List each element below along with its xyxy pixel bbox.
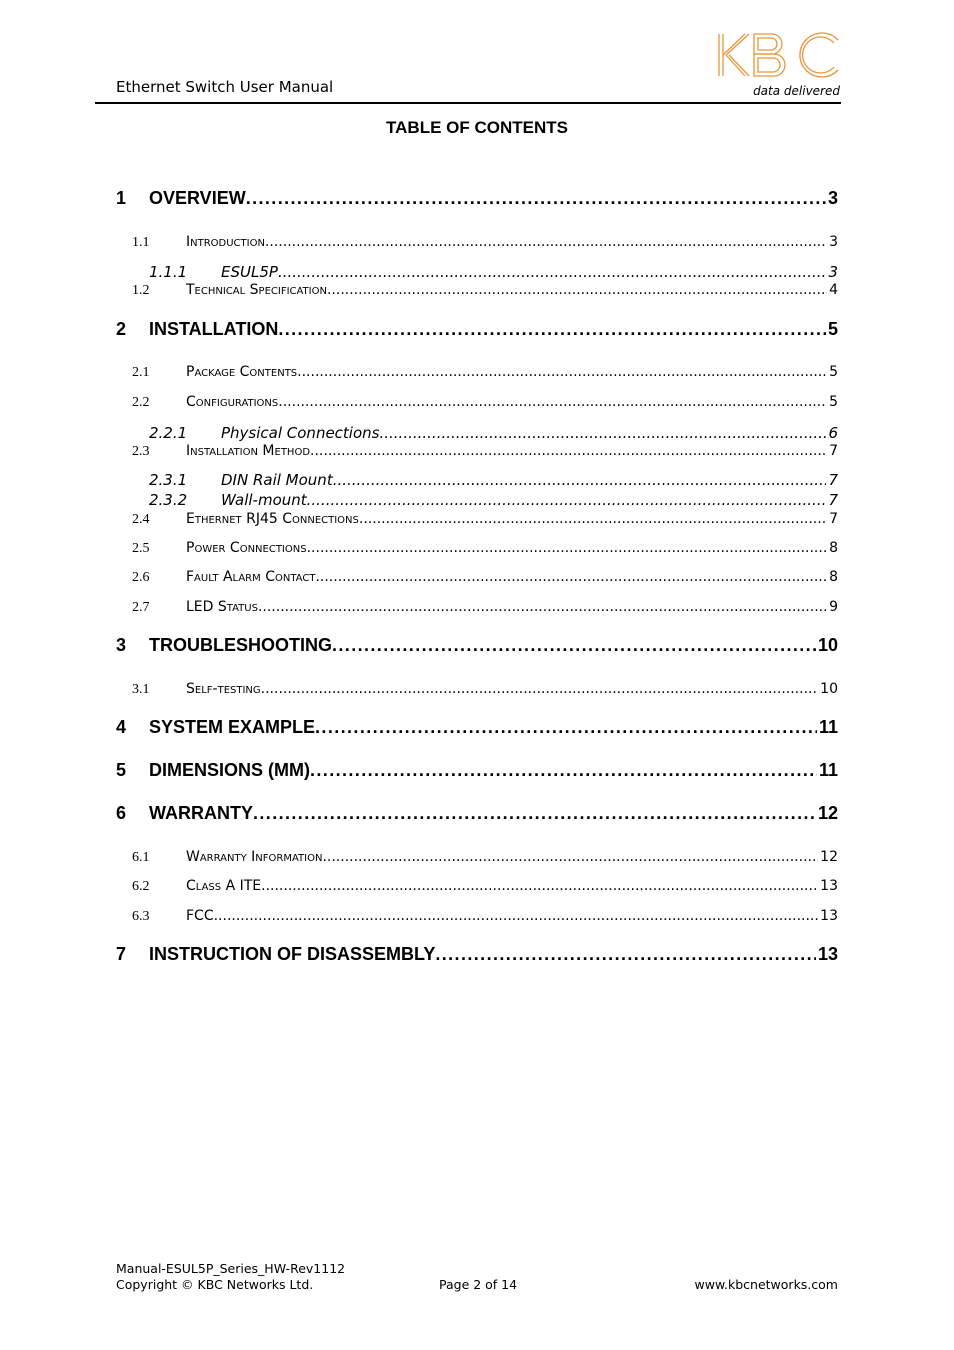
toc-entry-page: 12: [820, 849, 838, 865]
toc-entry[interactable]: [132, 908, 838, 925]
toc-entry[interactable]: [149, 491, 838, 509]
toc-entry-title: Power Connections: [186, 540, 307, 556]
toc-entry-page: 5: [827, 319, 838, 339]
toc-entry-title: ESUL5P: [221, 263, 278, 281]
document-title: Ethernet Switch User Manual: [116, 78, 334, 96]
toc-leader-dots: [327, 282, 827, 298]
toc-entry[interactable]: [132, 511, 838, 528]
toc-leader-dots: [379, 424, 826, 442]
footer-doc-id: Manual-ESUL5P_Series_HW-Rev1112: [116, 1261, 346, 1276]
logo-tagline: data delivered: [753, 84, 840, 98]
toc-entry-number: 1: [116, 188, 127, 208]
toc-entry-number: 4: [116, 717, 127, 737]
toc-entry-number: 2.3: [132, 444, 150, 459]
toc-entry-number: 2.4: [132, 512, 150, 527]
toc-entry-number: 1.1: [132, 235, 150, 250]
toc-entry-number: 1.1.1: [149, 263, 188, 281]
toc-entry[interactable]: [116, 188, 838, 209]
toc-entry-page: 7: [828, 471, 838, 489]
toc-entry-page: 9: [829, 599, 838, 615]
toc-leader-dots: [261, 681, 819, 697]
toc-entry[interactable]: [149, 263, 838, 281]
toc-entry-title: TROUBLESHOOTING: [149, 635, 332, 655]
toc-entry[interactable]: [132, 282, 838, 299]
toc-leader-dots: [261, 878, 818, 894]
toc-entry-number: 2.3.1: [149, 471, 188, 489]
toc-entry-page: 11: [818, 760, 838, 780]
toc-leader-dots: [333, 471, 827, 489]
toc-leader-dots: [307, 540, 827, 556]
toc-entry[interactable]: [116, 760, 838, 781]
toc-leader-dots: [359, 511, 827, 527]
toc-entry[interactable]: [116, 635, 838, 656]
toc-entry-title: Fault Alarm Contact: [186, 569, 316, 585]
toc-entry[interactable]: [149, 471, 838, 489]
toc-leader-dots: [278, 263, 827, 281]
toc-entry-page: 3: [827, 188, 838, 208]
toc-entry[interactable]: [132, 569, 838, 586]
toc-entry-title: Physical Connections: [221, 424, 380, 442]
footer-copyright: Copyright © KBC Networks Ltd.: [116, 1277, 314, 1292]
toc-entry-title: Class A ITE: [186, 878, 262, 894]
toc-entry-page: 5: [829, 394, 838, 410]
toc-entry[interactable]: [132, 234, 838, 251]
toc-entry-number: 5: [116, 760, 127, 780]
toc-entry-title: SYSTEM EXAMPLE: [149, 717, 316, 737]
toc-entry[interactable]: [116, 717, 838, 738]
toc-leader-dots: [315, 717, 817, 738]
toc-leader-dots: [310, 760, 817, 781]
toc-entry-title: WARRANTY: [149, 803, 253, 823]
toc-entry[interactable]: [132, 878, 838, 895]
toc-entry-page: 7: [829, 511, 838, 527]
toc-entry-number: 2.2.1: [149, 424, 188, 442]
toc-entry-page: 4: [829, 282, 838, 298]
toc-entry-title: INSTALLATION: [149, 319, 279, 339]
toc-leader-dots: [278, 319, 826, 340]
header-rule: [95, 102, 841, 104]
toc-entry[interactable]: [132, 443, 838, 460]
toc-entry-page: 8: [829, 540, 838, 556]
toc-leader-dots: [322, 849, 818, 865]
toc-entry-title: Self-testing: [186, 681, 261, 697]
toc-entry[interactable]: [132, 540, 838, 557]
toc-entry-title: Warranty Information: [186, 849, 323, 865]
toc-entry-number: 2.2: [132, 395, 150, 410]
toc-entry-page: 10: [817, 635, 838, 655]
toc-entry-number: 1.2: [132, 283, 150, 298]
toc-entry-number: 3: [116, 635, 127, 655]
toc-entry-title: LED Status: [186, 599, 258, 615]
toc-entry-title: Package Contents: [186, 364, 298, 380]
toc-entry-page: 7: [828, 491, 838, 509]
kbc-logo: [714, 30, 842, 82]
toc-entry-number: 2.1: [132, 365, 150, 380]
toc-entry-title: Wall-mount: [221, 491, 307, 509]
toc-entry-page: 3: [828, 263, 838, 281]
footer-website[interactable]: www.kbcnetworks.com: [694, 1277, 838, 1292]
toc-leader-dots: [297, 364, 827, 380]
toc-entry-number: 2.6: [132, 570, 150, 585]
footer-page-number: Page 2 of 14: [439, 1277, 518, 1292]
toc-entry-number: 6.3: [132, 909, 150, 924]
toc-entry-number: 2: [116, 319, 127, 339]
toc-entry-title: Introduction: [186, 234, 265, 250]
toc-leader-dots: [258, 599, 827, 615]
toc-entry-title: Technical Specification: [186, 282, 327, 298]
toc-entry-page: 13: [820, 878, 838, 894]
toc-entry[interactable]: [116, 319, 838, 340]
toc-entry-number: 6.1: [132, 850, 150, 865]
toc-entry-number: 2.7: [132, 600, 150, 615]
toc-entry[interactable]: [132, 681, 838, 698]
toc-entry-title: FCC: [186, 908, 214, 924]
toc-entry[interactable]: [132, 394, 838, 411]
toc-entry-title: Ethernet RJ45 Connections: [186, 511, 359, 527]
footer-left: [116, 1261, 345, 1293]
toc-entry-number: 2.3.2: [149, 491, 188, 509]
toc-entry-page: 5: [829, 364, 838, 380]
toc-leader-dots: [265, 234, 827, 250]
toc-entry-title: DIN Rail Mount: [221, 471, 333, 489]
toc-leader-dots: [278, 394, 827, 410]
toc-entry[interactable]: [132, 364, 838, 381]
toc-entry[interactable]: [149, 424, 838, 442]
toc-leader-dots: [315, 569, 827, 585]
toc-entry-number: 6.2: [132, 879, 150, 894]
toc-entry-title: Installation Method: [186, 443, 311, 459]
toc-entry-page: 13: [817, 944, 838, 964]
toc-entry-number: 2.5: [132, 541, 150, 556]
toc-leader-dots: [332, 635, 816, 656]
toc-entry-number: 3.1: [132, 682, 150, 697]
toc-heading: TABLE OF CONTENTS: [386, 118, 568, 137]
toc-entry-title: INSTRUCTION OF DISASSEMBLY: [149, 944, 436, 964]
toc-entry-page: 7: [829, 443, 838, 459]
toc-entry-page: 13: [820, 908, 838, 924]
toc-leader-dots: [435, 944, 816, 965]
toc-entry-title: DIMENSIONS (MM): [149, 760, 310, 780]
toc-leader-dots: [307, 491, 827, 509]
toc-entry-page: 10: [820, 681, 838, 697]
toc-leader-dots: [253, 803, 816, 824]
toc-entry[interactable]: [132, 599, 838, 616]
toc-entry-number: 7: [116, 944, 127, 964]
toc-entry-title: OVERVIEW: [149, 188, 246, 208]
toc-leader-dots: [246, 188, 826, 209]
toc-entry[interactable]: [132, 849, 838, 866]
toc-entry-page: 3: [829, 234, 838, 250]
toc-entry-title: Configurations: [186, 394, 279, 410]
toc-entry-page: 6: [828, 424, 838, 442]
toc-entry[interactable]: [116, 944, 838, 965]
toc-entry[interactable]: [116, 803, 838, 824]
toc-leader-dots: [214, 908, 819, 924]
toc-entry-number: 6: [116, 803, 127, 823]
toc-entry-page: 8: [829, 569, 838, 585]
toc-entry-page: 12: [817, 803, 838, 823]
toc-leader-dots: [310, 443, 827, 459]
toc-entry-page: 11: [818, 717, 838, 737]
